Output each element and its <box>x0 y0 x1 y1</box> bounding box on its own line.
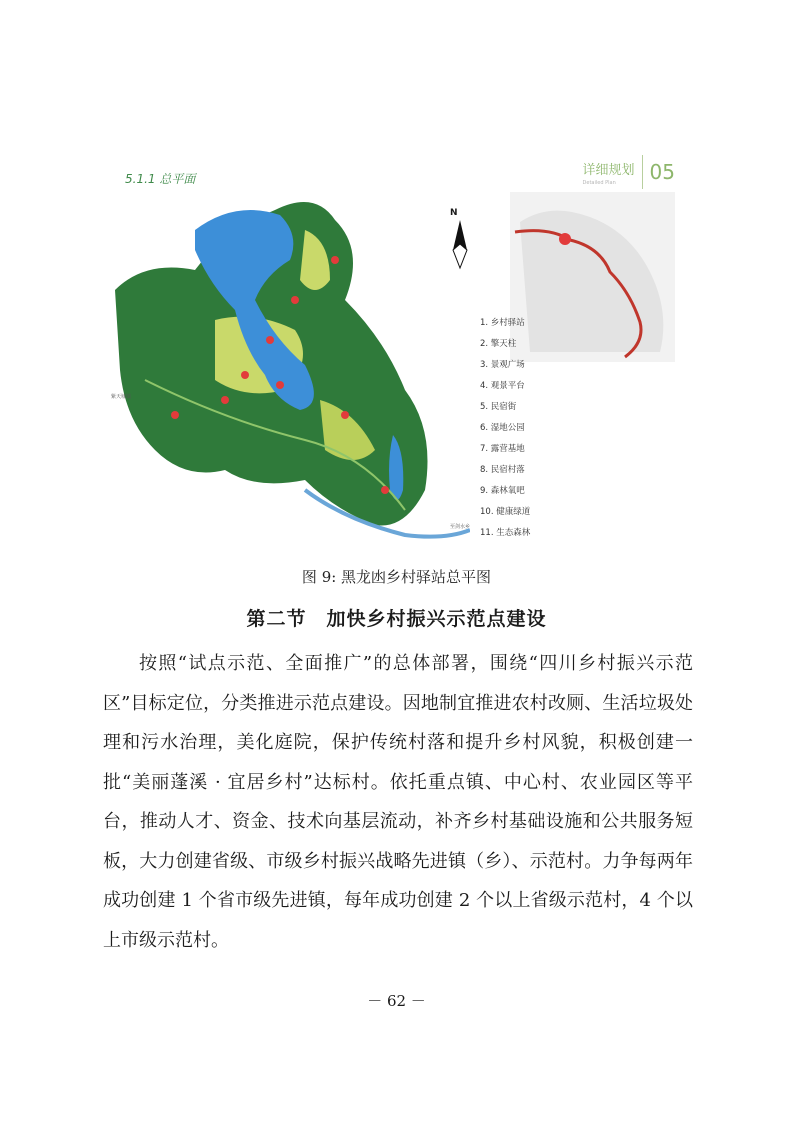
locator-site-marker <box>559 233 571 245</box>
legend-item: 4. 观景平台 <box>480 381 525 391</box>
site-marker <box>221 396 229 404</box>
figure-caption: 图 9: 黑龙凼乡村驿站总平图 <box>301 568 492 586</box>
chapter-tag <box>583 155 675 189</box>
site-marker <box>291 296 299 304</box>
location-map <box>510 192 675 362</box>
site-marker <box>341 411 349 419</box>
legend-item: 11. 生态森林 <box>480 528 531 538</box>
site-marker <box>331 256 339 264</box>
site-marker <box>241 371 249 379</box>
map-label-west: 紫天墟镇 <box>111 394 132 400</box>
legend-item: 10. 健康绿道 <box>480 507 531 517</box>
legend-item: 7. 露营基地 <box>480 444 525 454</box>
north-label: N <box>450 208 458 218</box>
figure-section-label: 5.1.1 总平面 <box>125 172 196 186</box>
chapter-name-block <box>583 159 635 186</box>
north-arrow-icon <box>445 210 475 270</box>
site-marker <box>276 381 284 389</box>
legend-item: 5. 民宿街 <box>480 402 517 412</box>
section-heading: 第二节 加快乡村振兴示范点建设 <box>246 608 547 630</box>
legend-item: 2. 擎天柱 <box>480 339 517 349</box>
body-paragraph: 按照“试点示范、全面推广”的总体部署，围绕“四川乡村振兴示范区”目标定位，分类推进示范点建设。因地制宜推进农村改厕、生活垃圾处理和污水治理，美化庭院，保护传统村落和提升乡村风貌，积极创建一批“美丽蓬溪 · 宜居乡村”达标村。依托重点镇、中心村、农业园区等平台，推动人才、资金、技术向基层流动，补齐乡村基础设施和公共服务短板，大力创建省级、市级乡村振兴战略先进镇（乡）、示范村。力争每两年成功创建 1 个省市级先进镇，每年成功创建 2 个以上省级示范村，4 个以上市级示范村。 <box>103 653 693 951</box>
legend-item: 3. 景观广场 <box>480 360 525 370</box>
page-number: － 62 － <box>367 992 426 1010</box>
chapter-subtitle: Detailed Plan <box>582 179 616 186</box>
map-legend <box>480 313 530 544</box>
legend-item: 1. 乡村驿站 <box>480 318 525 328</box>
chapter-name: 详细规划 <box>582 162 635 178</box>
site-marker <box>171 411 179 419</box>
chapter-number: 05 <box>649 160 675 184</box>
legend-item: 8. 民宿村落 <box>480 465 525 475</box>
legend-item: 9. 森林氧吧 <box>480 486 525 496</box>
master-plan-figure <box>105 150 685 540</box>
chapter-divider <box>642 155 643 189</box>
legend-item: 6. 湿地公园 <box>480 423 525 433</box>
body-text <box>103 644 693 960</box>
site-marker <box>381 486 389 494</box>
map-label-south: 至剑水乡 <box>450 524 471 530</box>
site-marker <box>266 336 274 344</box>
master-plan-map <box>105 190 470 540</box>
